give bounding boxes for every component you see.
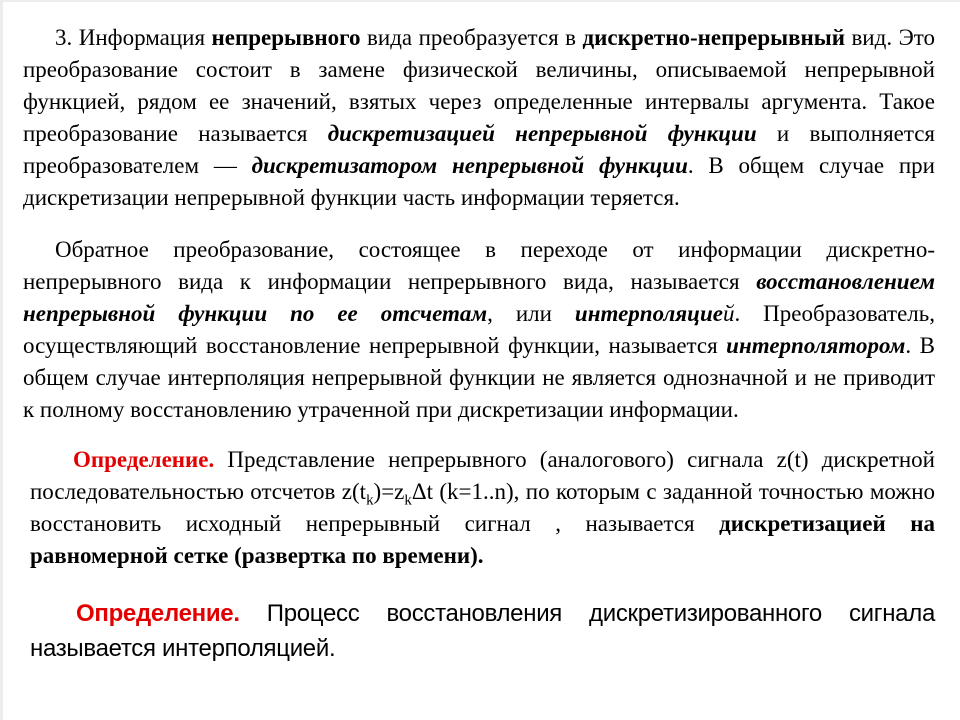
text-run: Определение. xyxy=(73,447,215,472)
text-run: Обратное преобразование, состоящее в переходе от информации дискретно-непрерывного вида к информации непрерывного вида, называется xyxy=(23,237,935,294)
text-run: й xyxy=(722,301,735,326)
text-run: вида преобразуется в xyxy=(360,25,583,50)
text-run: дискретно-непрерывный xyxy=(582,25,845,50)
text-run: дискретизацией непрерывной функции xyxy=(327,121,757,146)
text-run: интерполятором xyxy=(726,333,906,358)
text-run: 3. Информация xyxy=(55,25,212,50)
paragraph-interpolation xyxy=(23,234,935,426)
text-run: Δt (k=1..n), по которым с заданной точностью можно восстановить исходный непрерывный сигнал , называется xyxy=(30,479,935,536)
paragraph-discretization xyxy=(23,22,935,214)
text-run: . В общем случае интерполяция непрерывной функции не является однозначной и не приводит к полному восстановлению утраченной при дискретизации информации. xyxy=(23,333,935,422)
text-run: непрерывного xyxy=(211,25,361,50)
text-run: . В общем случае при дискретизации непрерывной функции часть информации теряется. xyxy=(23,153,935,210)
definition-discretization-block xyxy=(30,444,935,572)
text-run: Определение. xyxy=(76,600,240,627)
text-run: , или xyxy=(487,301,575,326)
text-run: k xyxy=(404,492,412,509)
text-run: вид. Это преобразование состоит в замене физической величины, описываемой непрерывной функцией, рядом ее значений, взятых через определенные интервалы аргумента. Такое преобразование называется xyxy=(23,25,936,146)
text-run: k xyxy=(366,492,374,509)
text-run: интерполяцие xyxy=(574,301,723,326)
text-run: дискретизацией на равномерной сетке (развертка по времени). xyxy=(30,511,935,568)
text-run: и выполняется преобразователем — xyxy=(23,121,935,178)
text-run: Процесс восстановления дискретизированного сигнала называется интерполяцией. xyxy=(30,600,935,662)
text-run: восстановлением непрерывной функции по ее отсчетам xyxy=(23,269,935,326)
text-run: Представление непрерывного (аналогового) сигнала z(t) дискретной последовательностью отсчетов z(t xyxy=(30,447,935,504)
text-run: . Преобразователь, осуществляющий восстановление непрерывной функции, называется xyxy=(23,301,935,358)
text-run: )=z xyxy=(373,479,405,504)
text-run: дискретизатором непрерывной функции xyxy=(251,153,688,178)
definition-interpolation-block xyxy=(30,596,935,666)
